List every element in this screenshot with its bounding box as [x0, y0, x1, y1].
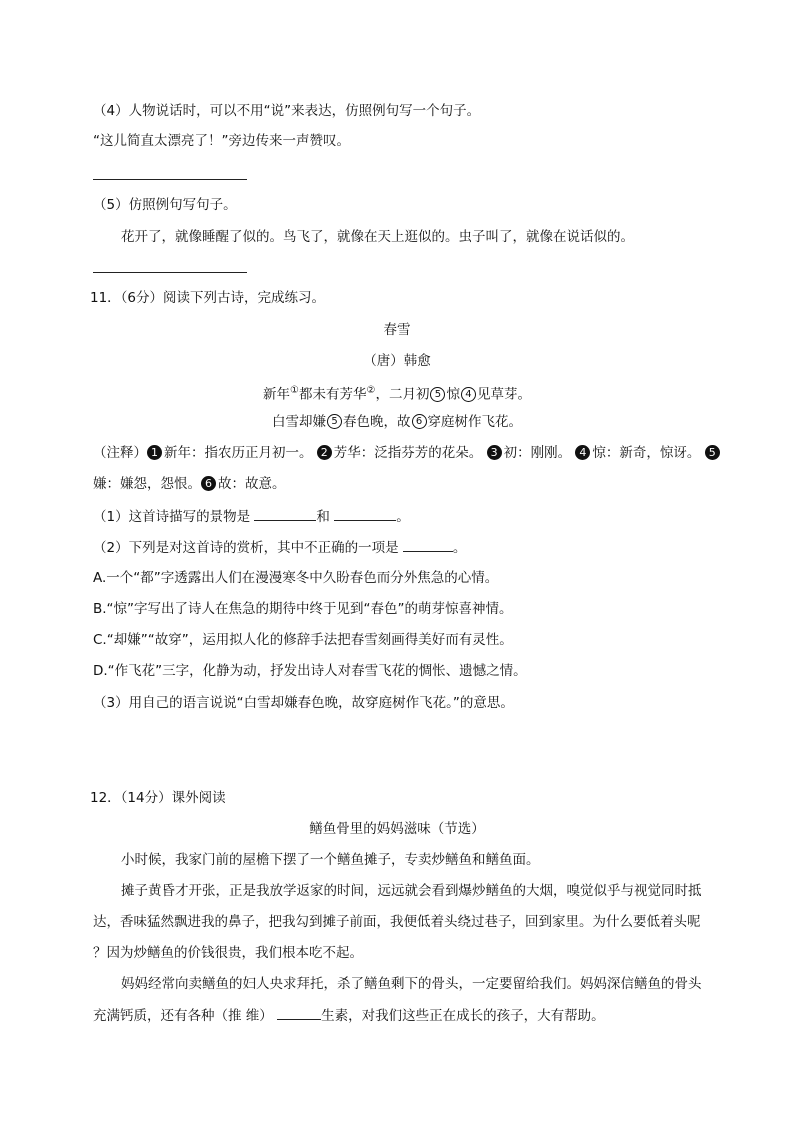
q10-item5-answer-line [93, 272, 247, 273]
q12-para-2-line-2: 达，香味猛然飘进我的鼻子，把我勾到摊子前面，我便低着头绕过巷子，回到家里。为什么要低着头呢 [93, 914, 701, 930]
q11-option-a: A.一个“都”字透露出人们在漫漫寒冬中久盼春色而分外焦急的心情。 [93, 570, 499, 586]
q12-para-2-line-3: ？因为炒鳝鱼的价钱很贵，我们根本吃不起。 [93, 945, 363, 961]
poem-line-2: 白雪却嫌 5 春色晚，故 6 穿庭树作飞花。 [272, 414, 522, 430]
poem-title: 春雪 [383, 322, 411, 338]
q12-passage-title: 鳝鱼骨里的妈妈滋味（节选） [309, 821, 485, 837]
poem-author: （唐）韩愈 [363, 353, 431, 369]
poem-notes-line-2: 嫌：嫌怨，怨恨。 6 故：故意。 [93, 476, 286, 492]
q12-para-1: 小时候，我家门前的屋檐下摆了一个鳝鱼摊子，专卖炒鳝鱼和鳝鱼面。 [121, 852, 540, 868]
poem-notes-line-1: （注释） 1 新年：指农历正月初一。 2 芳华：泛指芬芳的花朵。 3 初：刚刚。 4 惊：新奇，惊讶。 5 [93, 443, 722, 463]
q10-item4-answer-line [93, 179, 247, 180]
q10-item4-example: “这儿简直太漂亮了！”旁边传来一声赞叹。 [93, 133, 350, 149]
q10-item5-example: 花开了，就像睡醒了似的。鸟飞了，就像在天上逛似的。虫子叫了，就像在说话似的。 [121, 229, 634, 245]
q11-option-b: B.“惊”字写出了诗人在焦急的期待中终于见到“春色”的萌芽惊喜神情。 [93, 601, 513, 617]
q10-item5-prompt: （5）仿照例句写句子。 [93, 197, 237, 213]
q11-sub1: （1）这首诗描写的景物是 和 。 [93, 506, 410, 527]
q11-sub1-blank-1[interactable] [254, 506, 316, 521]
q10-item4-prompt: （4）人物说话时，可以不用“说”来表达，仿照例句写一个句子。 [93, 103, 481, 119]
q11-header: 11．（6分）阅读下列古诗，完成练习。 [90, 290, 326, 306]
q11-option-c: C.“却嫌”“故穿”，运用拟人化的修辞手法把春雪刻画得美好而有灵性。 [93, 632, 513, 648]
q12-para-3-line-1: 妈妈经常向卖鳝鱼的妇人央求拜托，杀了鳝鱼剩下的骨头，一定要留给我们。妈妈深信鳝鱼的骨头 [121, 976, 702, 992]
q11-sub2-blank[interactable] [403, 537, 453, 552]
q11-option-d: D.“作飞花”三字，化静为动，抒发出诗人对春雪飞花的惆怅、遗憾之情。 [93, 663, 527, 679]
q12-para-3-line-2: 充满钙质，还有各种（推 维） 生素，对我们这些正在成长的孩子，大有帮助。 [93, 1005, 605, 1026]
q12-para-2-line-1: 摊子黄昏才开张，正是我放学返家的时间，远远就会看到爆炒鳝鱼的大烟，嗅觉似乎与视觉同时抵 [121, 883, 702, 899]
q11-sub2: （2）下列是对这首诗的赏析，其中不正确的一项是 。 [93, 537, 466, 558]
q12-header: 12．（14分）课外阅读 [90, 790, 226, 806]
q11-sub1-blank-2[interactable] [334, 506, 396, 521]
poem-line-1: 新年①都未有芳华②，二月初 5 惊 4 见草芽。 [263, 385, 531, 403]
q11-sub3: （3）用自己的语言说说“白雪却嫌春色晚，故穿庭树作飞花。”的意思。 [93, 695, 514, 711]
q12-blank[interactable] [277, 1005, 321, 1020]
